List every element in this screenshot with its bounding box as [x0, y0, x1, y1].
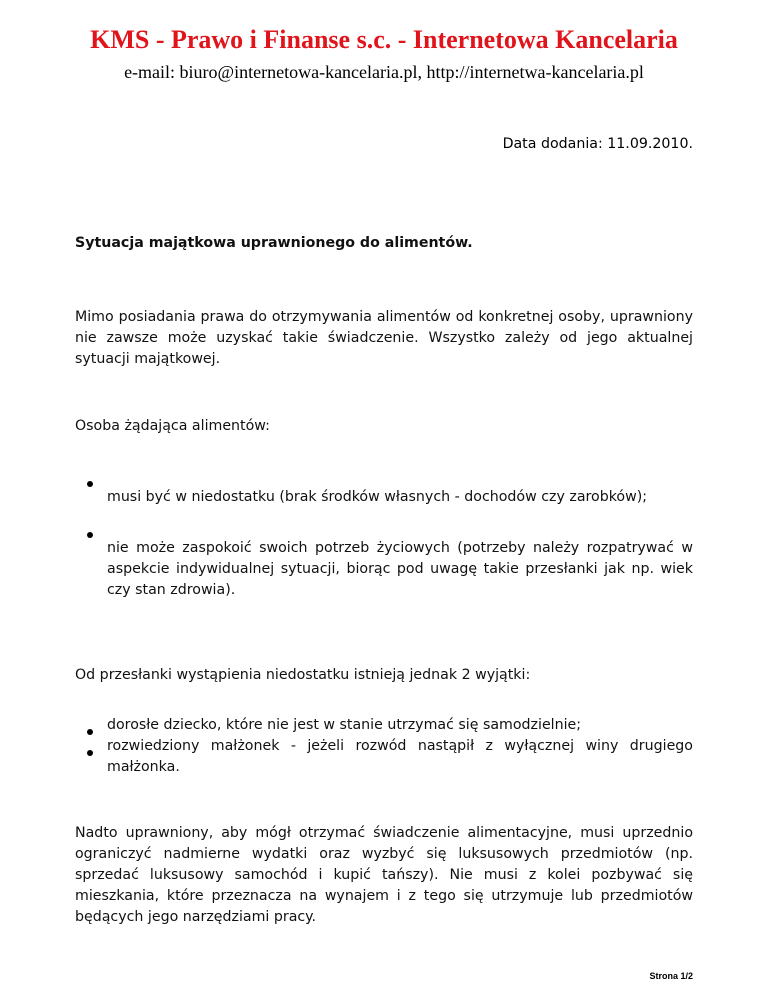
exception-item: dorosłe dziecko, które nie jest w stanie utrzymać się samodzielnie; — [107, 717, 582, 733]
bullet-icon — [87, 525, 97, 543]
exception-item: rozwiedziony małżonek - jeżeli rozwód nastąpił z wyłącznej winy drugiego małżonka. — [107, 738, 693, 775]
firm-contact: e-mail: biuro@internetowa-kancelaria.pl, http://internetwa-kancelaria.pl — [124, 62, 644, 82]
requirements-heading: Osoba żądająca alimentów: — [75, 418, 270, 434]
closing-paragraph: Nadto uprawniony, aby mógł otrzymać świadczenie alimentacyjne, musi uprzednio ograniczyć nadmierne wydatki oraz wyzbyć się luksusowych przedmiotów (np. sprzedać luksusowy samochód i kupić tańszy). Nie musi z kolei pozbywać się mieszkania, które przeznacza na wynajem i z tego się utrzymuje lub przedmiotów będących jego narzędziami pracy. — [75, 825, 693, 925]
requirement-item: musi być w niedostatku (brak środków własnych - dochodów czy zarobków); — [107, 489, 648, 505]
page-number: Strona 1/2 — [649, 971, 693, 981]
firm-title: KMS - Prawo i Finanse s.c. - Internetowa Kancelaria — [90, 25, 678, 54]
bullet-icon — [87, 722, 97, 740]
requirement-item: nie może zaspokoić swoich potrzeb życiowych (potrzeby należy rozpatrywać w aspekcie indywidualnej sytuacji, biorąc pod uwagę takie przesłanki jak np. wiek czy stan zdrowia). — [107, 540, 693, 598]
intro-paragraph: Mimo posiadania prawa do otrzymywania alimentów od konkretnej osoby, uprawniony nie zawsze może uzyskać takie świadczenie. Wszystko zależy od jego aktualnej sytuacji majątkowej. — [75, 309, 693, 367]
bullet-icon — [87, 743, 97, 761]
date-added: Data dodania: 11.09.2010. — [502, 136, 693, 152]
bullet-icon — [87, 474, 97, 492]
article-title: Sytuacja majątkowa uprawnionego do alimentów. — [75, 235, 473, 251]
exceptions-heading: Od przesłanki wystąpienia niedostatku istnieją jednak 2 wyjątki: — [75, 667, 531, 683]
document-header — [0, 24, 768, 84]
